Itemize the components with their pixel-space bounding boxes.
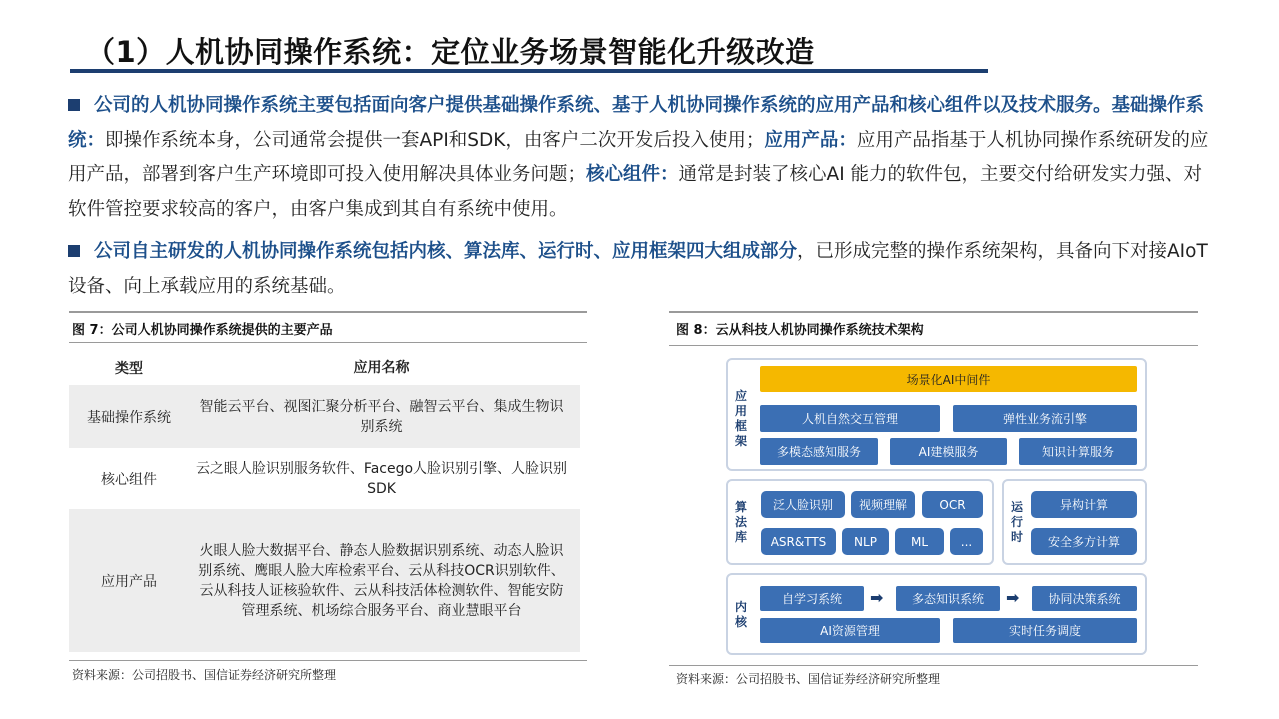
bullet-square-icon bbox=[68, 99, 80, 111]
para1-keyword-core: 核心组件： bbox=[586, 164, 679, 185]
fig8-caption-rule bbox=[669, 345, 1198, 346]
fig7-bottom-rule bbox=[69, 660, 587, 661]
hci-management-box: 人机自然交互管理 bbox=[760, 405, 940, 432]
para1-keyword-app: 应用产品： bbox=[764, 129, 857, 151]
ai-modeling-box: AI建模服务 bbox=[890, 438, 1007, 465]
multimodal-service-box: 多模态感知服务 bbox=[760, 438, 878, 465]
para2-lead: 公司自主研发的人机协同操作系统包括内核、算法库、运行时、应用框架四大组成部分 bbox=[94, 241, 798, 262]
fig8-caption: 图 8：云从科技人机协同操作系统技术架构 bbox=[676, 323, 924, 338]
paragraph-architecture bbox=[68, 235, 1218, 304]
page-title: （1）人机协同操作系统：定位业务场景智能化升级改造 bbox=[86, 35, 815, 69]
ai-middleware-box: 场景化AI中间件 bbox=[760, 366, 1137, 392]
table-row bbox=[69, 385, 580, 448]
row-type: 核心组件 bbox=[101, 471, 157, 488]
arrow-right-icon: ➡ bbox=[1006, 588, 1020, 607]
table-row bbox=[69, 509, 580, 652]
para1-lead: 公司的人机协同操作系统主要包括面向客户提供基础操作系统、基于人机协同操作系统的应用产品和核心组件以及技术服务。 bbox=[94, 95, 1112, 116]
fig7-top-rule bbox=[69, 311, 587, 313]
bullet-square-icon bbox=[68, 245, 80, 257]
para2-text: ，已形成完整的操作系统架构，具备向下对接AIoT设备、向上承载应用的系统基础。 bbox=[68, 241, 1208, 297]
knowledge-compute-box: 知识计算服务 bbox=[1019, 438, 1137, 465]
collaborative-decision-box: 协同决策系统 bbox=[1032, 586, 1137, 611]
table-row bbox=[69, 448, 580, 509]
fig7-caption-rule bbox=[69, 342, 587, 343]
row-names: 云之眼人脸识别服务软件、Facego人脸识别引擎、人脸识别SDK bbox=[195, 460, 568, 497]
realtime-scheduling-box: 实时任务调度 bbox=[953, 618, 1137, 643]
ocr-box: OCR bbox=[922, 491, 983, 518]
row-names: 智能云平台、视图汇聚分析平台、融智云平台、集成生物识别系统 bbox=[199, 398, 564, 435]
arrow-right-icon: ➡ bbox=[870, 588, 884, 607]
fig7-table bbox=[69, 351, 580, 652]
more-algos-box: ... bbox=[950, 528, 983, 555]
para1-keyword-base-os: 基础操作系统： bbox=[68, 95, 1205, 151]
table-header bbox=[69, 351, 580, 385]
title-underline bbox=[70, 69, 988, 73]
fig7-source: 资料来源：公司招股书、国信证券经济研究所整理 bbox=[72, 668, 337, 682]
ai-resource-box: AI资源管理 bbox=[760, 618, 940, 643]
row-type: 基础操作系统 bbox=[87, 409, 171, 426]
para1-text-base-os: 即操作系统本身，公司通常会提供一套API和SDK，由客户二次开发后投入使用； bbox=[105, 129, 765, 151]
secure-mpc-box: 安全多方计算 bbox=[1031, 528, 1137, 555]
asr-tts-box: ASR&TTS bbox=[761, 528, 836, 555]
header-name: 应用名称 bbox=[353, 360, 410, 376]
ml-box: ML bbox=[895, 528, 944, 555]
para1-text-app: 应用产品指基于人机协同操作系统研发的应用产品，部署到客户生产环境即可投入使用解决具体业务问题； bbox=[68, 129, 1209, 185]
para1-text-core: 通常是封装了核心AI 能力的软件包，主要交付给研发实力强、对软件管控要求较高的客户，由客户集成到其自有系统中使用。 bbox=[68, 164, 1203, 220]
fig8-source: 资料来源：公司招股书、国信证券经济研究所整理 bbox=[676, 672, 941, 686]
row-type: 应用产品 bbox=[101, 573, 157, 590]
fig8-top-rule bbox=[669, 311, 1198, 313]
heterogeneous-compute-box: 异构计算 bbox=[1031, 491, 1137, 518]
fig7-caption: 图 7：公司人机协同操作系统提供的主要产品 bbox=[72, 323, 333, 338]
fig8-bottom-rule bbox=[669, 665, 1198, 666]
workflow-engine-box: 弹性业务流引擎 bbox=[953, 405, 1137, 432]
face-recognition-box: 泛人脸识别 bbox=[761, 491, 845, 518]
header-type: 类型 bbox=[115, 361, 143, 377]
self-learning-box: 自学习系统 bbox=[760, 586, 864, 611]
algo-label: 算法库 bbox=[734, 500, 747, 544]
runtime-label: 运行时 bbox=[1010, 500, 1023, 544]
polymorphic-knowledge-box: 多态知识系统 bbox=[896, 586, 1000, 611]
app-frame-label: 应用框架 bbox=[734, 389, 747, 448]
kernel-label: 内核 bbox=[734, 600, 747, 629]
row-names: 火眼人脸大数据平台、静态人脸数据识别系统、动态人脸识别系统、鹰眼人脸大库检索平台、云从科技OCR识别软件、云从科技人证核验软件、云从科技活体检测软件、智能安防管理系统、机场综合服务平台、商业慧眼平台 bbox=[198, 542, 565, 619]
paragraph-products bbox=[68, 89, 1218, 227]
video-understanding-box: 视频理解 bbox=[851, 491, 915, 518]
nlp-box: NLP bbox=[842, 528, 889, 555]
